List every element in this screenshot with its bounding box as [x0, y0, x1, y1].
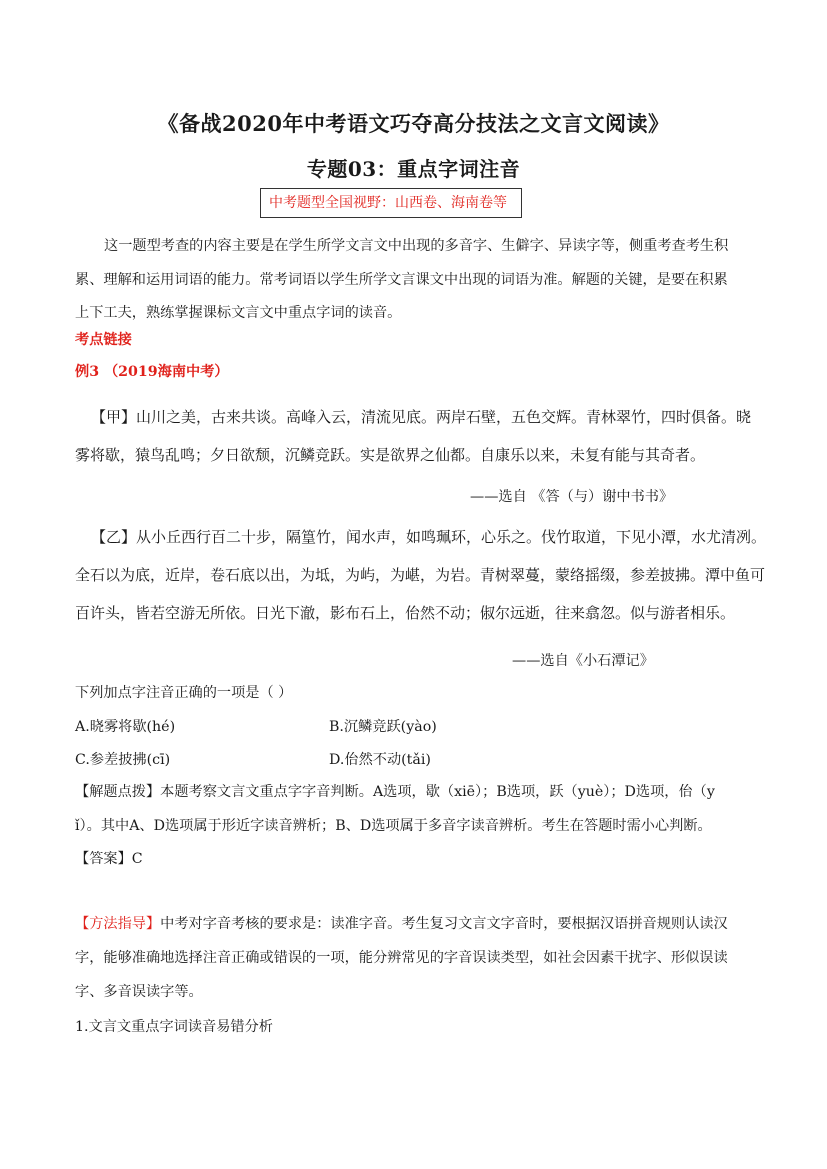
exam-scope-box: 中考题型全国视野：山西卷、海南卷等 [260, 188, 522, 218]
intro-line: 累、理解和运用词语的能力。常考词语以学生所学文言课文中出现的词语为准。解题的关键，是要在积累 [75, 271, 728, 288]
passage-jia-source: ——选自 《答（与）谢中书书》 [470, 489, 674, 505]
sub-title: 专题03：重点字词注音 [306, 157, 521, 181]
method-line: 字，能够准确地选择注音正确或错误的一项，能分辨常见的字音误读类型，如社会因素干扰字、形似误读 [75, 950, 728, 966]
passage-line: 雾将歇，猿鸟乱鸣；夕日欲颓，沉鳞竞跃。实是欲界之仙都。自康乐以来，未复有能与其奇者。 [75, 446, 706, 464]
passage-yi [75, 518, 767, 632]
method-label: 【方法指导】 [75, 916, 161, 932]
analysis-paragraph [75, 775, 755, 843]
passage-line: 百许头，皆若空游无所依。日光下澈，影布石上，佁然不动；俶尔远逝，往来翕忽。似与游者相乐。 [75, 604, 736, 622]
passage-yi-source: ——选自《小石潭记》 [512, 653, 654, 669]
method-paragraph [75, 907, 755, 1009]
option-d: D.佁然不动(tǎi) [329, 752, 431, 768]
answer-text: 【答案】C [75, 851, 143, 867]
method-line: 字、多音误读字等。 [75, 984, 203, 1000]
intro-paragraph [75, 230, 755, 331]
passage-line: 【乙】从小丘西行百二十步，隔篁竹，闻水声，如鸣珮环，心乐之。伐竹取道，下见小潭，水尤清冽。 [91, 528, 767, 546]
passage-jia [75, 398, 755, 474]
passage-line: 【甲】山川之美，古来共谈。高峰入云，清流见底。两岸石壁，五色交辉。青林翠竹，四时俱备。晓 [91, 408, 752, 426]
section-heading: 考点链接 [75, 332, 132, 348]
intro-line: 上下工夫，熟练掌握课标文言文中重点字词的读音。 [75, 305, 402, 321]
method-line [75, 907, 755, 941]
option-a: A.晓雾将歇(hé) [75, 719, 176, 735]
method-point-1: 1.文言文重点字词读音易错分析 [75, 1019, 273, 1035]
question-text: 下列加点字注音正确的一项是（ ） [75, 685, 293, 701]
analysis-line: 【解题点拨】本题考察文言文重点字字音判断。A选项，歇（xiē）；B选项，跃（yuè）；D选项，佁（y [75, 784, 715, 800]
option-c: C.参差披拂(cī) [75, 752, 171, 768]
example-label: 例3 （2019海南中考） [75, 364, 229, 380]
option-b: B.沉鳞竞跃(yào) [329, 719, 437, 735]
passage-line: 全石以为底，近岸，卷石底以出，为坻，为屿，为嵁，为岩。青树翠蔓，蒙络摇缀，参差披拂。潭中鱼可 [75, 566, 766, 584]
analysis-line: ǐ）。其中A、D选项属于形近字读音辨析；B、D选项属于多音字读音辨析。考生在答题时需小心判断。 [75, 818, 712, 834]
intro-line: 这一题型考查的内容主要是在学生所学文言文中出现的多音字、生僻字、异读字等，侧重考查考生积 [104, 238, 729, 254]
method-line-rest: 中考对字音考核的要求是：读准字音。考生复习文言文字音时，要根据汉语拼音规则认读汉 [160, 916, 728, 932]
main-title: 《备战2020年中考语文巧夺高分技法之文言文阅读》 [157, 111, 670, 136]
